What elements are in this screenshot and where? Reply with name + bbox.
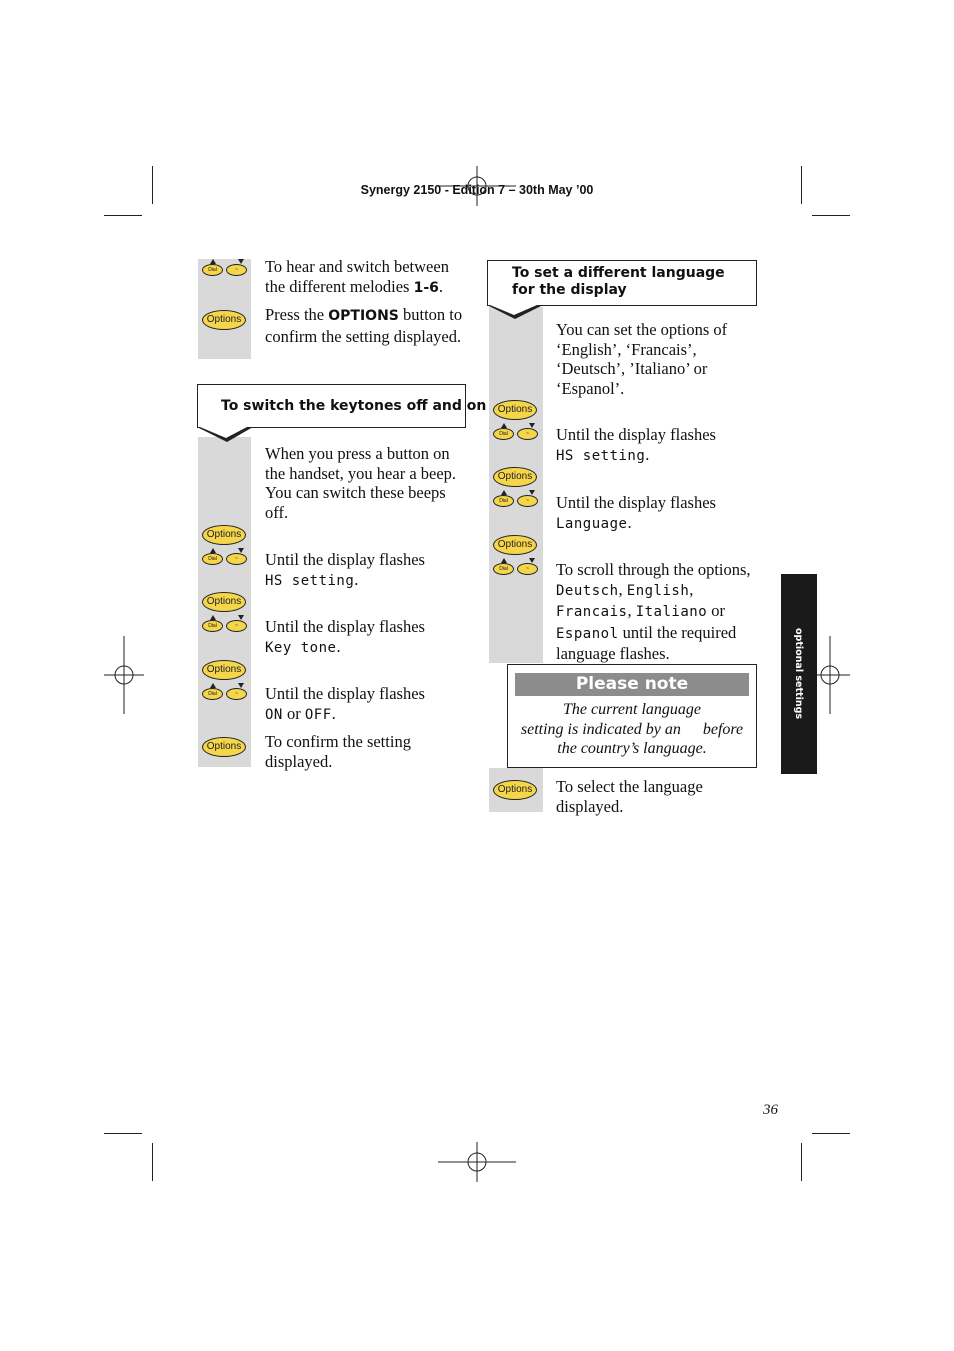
crop-mark: [812, 215, 850, 216]
lcd-text: HS setting: [265, 572, 355, 589]
crop-mark: [801, 1143, 802, 1181]
navigation-keys-icon: [201, 548, 249, 566]
step-text: To scroll through the options, Deutsch, English, Francais, Italiano or Espanol until the required language flashes.: [556, 560, 751, 663]
options-button-icon: Options: [202, 660, 246, 680]
hangup-key-icon: ~: [517, 428, 538, 440]
dial-key-icon: Dial: [493, 428, 514, 440]
dial-key-icon: Dial: [202, 553, 223, 565]
navigation-keys-icon: [201, 259, 249, 277]
step-text: Press the OPTIONS button to confirm the setting displayed.: [265, 305, 463, 346]
heading-pointer-icon: [487, 305, 547, 321]
section-description: When you press a button on the handset, you hear a beep. You can switch these beeps off.: [265, 444, 457, 522]
heading-pointer-icon: [197, 427, 257, 443]
section-heading: To set a different language for the display: [487, 260, 757, 306]
note-title: Please note: [515, 673, 749, 696]
dial-key-icon: Dial: [202, 688, 223, 700]
section-description: You can set the options of ‘English’, ‘Francais’, ‘Deutsch’, ’Italiano’ or ‘Espanol’.: [556, 320, 728, 398]
dial-key-icon: Dial: [493, 563, 514, 575]
navigation-keys-icon: [492, 490, 540, 508]
lcd-text: Key tone: [265, 639, 337, 656]
section-heading: To switch the keytones off and on: [197, 384, 466, 428]
options-button-icon: Options: [493, 535, 537, 555]
section-tab-label: optional settings: [793, 628, 804, 720]
step-text: To hear and switch between the different melodies 1-6.: [265, 257, 449, 296]
options-button-icon: Options: [202, 592, 246, 612]
lcd-text: Deutsch: [556, 582, 619, 599]
step-text: Until the display flashes Language.: [556, 493, 716, 532]
step-text: Until the display flashes ON or OFF.: [265, 684, 425, 723]
dial-key-icon: Dial: [202, 620, 223, 632]
page-number: 36: [763, 1102, 778, 1118]
navigation-keys-icon: [201, 683, 249, 701]
hangup-key-icon: ~: [517, 495, 538, 507]
registration-mark-icon: [104, 636, 144, 714]
options-button-icon: Options: [493, 780, 537, 800]
step-text: To confirm the setting displayed.: [265, 732, 411, 771]
dial-key-icon: Dial: [202, 264, 223, 276]
lcd-text: Francais: [556, 604, 628, 620]
lcd-text: OFF: [304, 706, 332, 723]
step-text: Until the display flashes HS setting.: [556, 425, 716, 464]
hangup-key-icon: ~: [226, 264, 247, 276]
dial-key-icon: Dial: [493, 495, 514, 507]
lcd-text: Language: [556, 515, 628, 532]
options-button-icon: Options: [493, 467, 537, 487]
step-text: Until the display flashes HS setting.: [265, 550, 425, 589]
lcd-text: Italiano: [635, 604, 708, 620]
navigation-keys-icon: [201, 615, 249, 633]
hangup-key-icon: ~: [226, 688, 247, 700]
lcd-text: ON: [265, 706, 283, 723]
crop-mark: [152, 1143, 153, 1181]
crop-mark: [104, 1133, 142, 1134]
registration-mark-icon: [438, 1142, 516, 1182]
options-button-icon: Options: [202, 737, 246, 757]
options-button-icon: Options: [202, 310, 246, 330]
note-text: The current language setting is indicated by an before the country’s language.: [520, 701, 744, 757]
lcd-text: HS setting: [556, 447, 646, 464]
lcd-text: Espanol: [556, 625, 619, 642]
step-text: Until the display flashes Key tone.: [265, 617, 425, 656]
navigation-keys-icon: [492, 558, 540, 576]
step-text: To select the language displayed.: [556, 777, 703, 816]
navigation-keys-icon: [492, 423, 540, 441]
options-button-icon: Options: [202, 525, 246, 545]
hangup-key-icon: ~: [226, 620, 247, 632]
options-button-icon: Options: [493, 400, 537, 420]
crop-mark: [812, 1133, 850, 1134]
crop-mark: [104, 215, 142, 216]
hangup-key-icon: ~: [517, 563, 538, 575]
hangup-key-icon: ~: [226, 553, 247, 565]
lcd-text: English: [626, 582, 690, 599]
page-header: Synergy 2150 - Edition 7 – 30th May ’00: [360, 183, 594, 197]
